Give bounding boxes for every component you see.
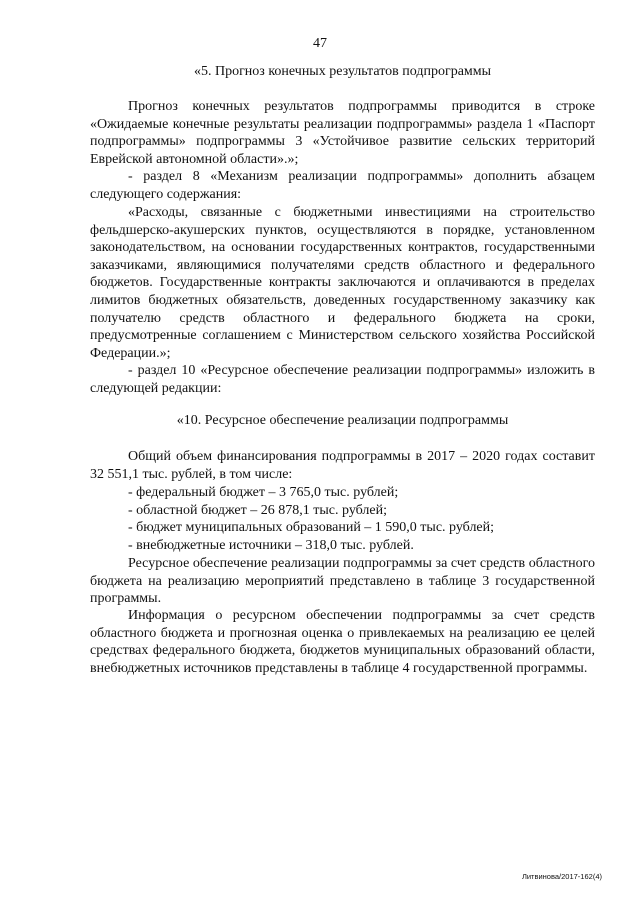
paragraph-total-financing: Общий объем финансирования подпрограммы в 2017 – 2020 годах составит 32 551,1 тыс. рублей, в том числе: xyxy=(90,449,595,482)
paragraph-section-8: - раздел 8 «Механизм реализации подпрограммы» дополнить абзацем следующего содержания: xyxy=(90,169,595,202)
paragraph-forecast: Прогноз конечных результатов подпрограммы приводится в строке «Ожидаемые конечные результаты реализации подпрограммы» раздела 1 «Паспорт подпрограммы» подпрограммы 3 «Устойчивое развитие сельских территорий Еврейской автономной области».»; xyxy=(90,99,595,167)
paragraph-section-10: - раздел 10 «Ресурсное обеспечение реализации подпрограммы» изложить в следующей редакции: xyxy=(90,363,595,396)
paragraph-regional-budget: Ресурсное обеспечение реализации подпрограммы за счет средств областного бюджета на реализацию мероприятий представлено в таблице 3 государственной программы. xyxy=(90,556,595,607)
section-5-heading: «5. Прогноз конечных результатов подпрограммы xyxy=(193,64,492,79)
list-item: - бюджет муниципальных образований – 1 590,0 тыс. рублей; xyxy=(128,520,495,536)
section-10-heading: «10. Ресурсное обеспечение реализации подпрограммы xyxy=(176,413,509,428)
document-code: Литвинова/2017-162(4) xyxy=(521,872,602,881)
funding-sources-list xyxy=(128,484,595,554)
list-item: - областной бюджет – 26 878,1 тыс. рублей; xyxy=(128,502,387,518)
page-number: 47 xyxy=(313,36,327,51)
list-item: - внебюджетные источники – 318,0 тыс. рублей. xyxy=(128,537,414,553)
list-item: - федеральный бюджет – 3 765,0 тыс. рублей; xyxy=(128,485,399,500)
paragraph-resource-info: Информация о ресурсном обеспечении подпрограммы за счет средств областного бюджета и прогнозная оценка о привлекаемых на реализацию ее целей средствах федерального бюджета, бюджетов муниципальных образований области, внебюджетных источников представлены в таблице 4 государственной программы. xyxy=(90,608,595,676)
paragraph-expenses-quote: «Расходы, связанные с бюджетными инвестициями на строительство фельдшерско-акушерских пунктов, осуществляются в порядке, установленном законодательством, на основании государственных контрактов, государственными заказчиками, являющимися получателями средств областного и федерального бюджетов. Государственные контракты заключаются и оплачиваются в пределах лимитов бюджетных обязательств, доведенных государственному заказчику как получателю средств областного и федерального бюджета на сроки, предусмотренные соглашением с Министерством сельского хозяйства Российской Федерации.»; xyxy=(90,205,595,361)
